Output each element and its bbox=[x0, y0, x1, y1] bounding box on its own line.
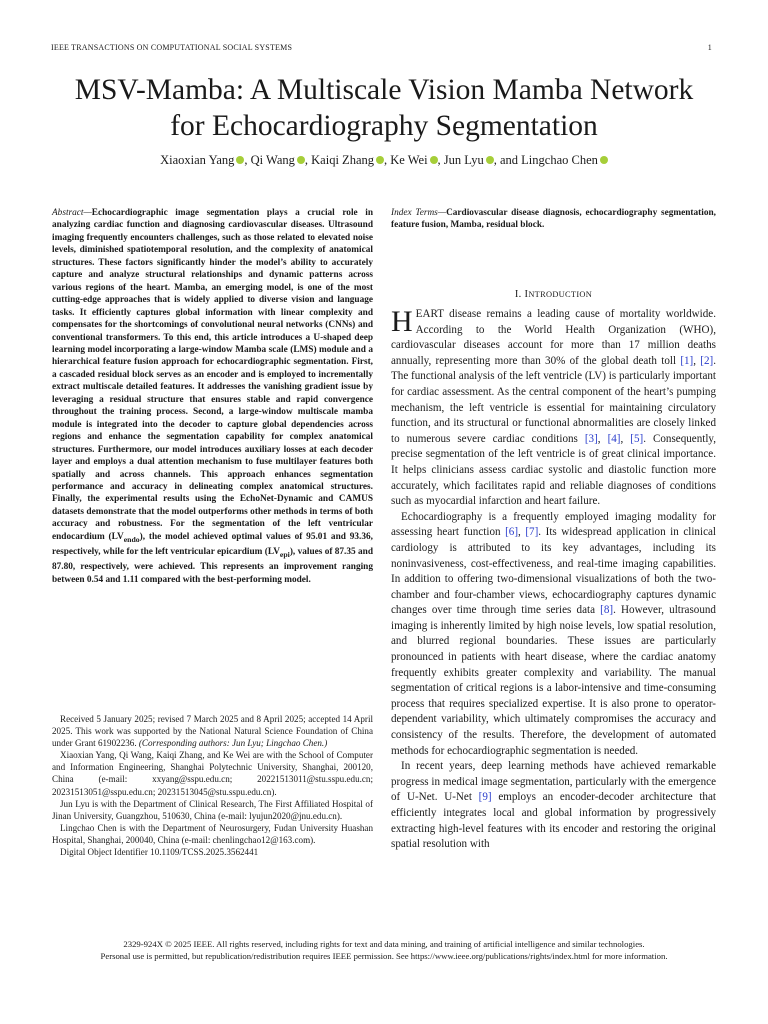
text-run: Echocardiography is a frequently employed imaging modality for assessing heart function bbox=[391, 510, 716, 539]
citation-link[interactable]: [1] bbox=[680, 354, 694, 367]
citation-link[interactable]: [5] bbox=[630, 432, 644, 445]
corresponding-authors: (Corresponding authors: Jun Lyu; Lingchao Chen.) bbox=[138, 738, 328, 749]
first-page-footnote bbox=[52, 713, 373, 858]
text-run: EART disease remains a leading cause of mortality worldwide. According to the World Health Organization (WHO), cardiovascular diseases account for more than 17 million deaths annually, representing more than 30% of the global death toll bbox=[391, 308, 716, 367]
index-terms-label: Index Terms bbox=[391, 208, 438, 218]
section-number: I. bbox=[514, 289, 525, 300]
index-terms-dash: — bbox=[437, 208, 447, 218]
footnote-doi: Digital Object Identifier 10.1109/TCSS.2025.3562441 bbox=[60, 847, 259, 858]
subscript-endo: endo bbox=[123, 534, 140, 544]
running-header bbox=[51, 43, 712, 55]
abstract-dash: — bbox=[83, 208, 92, 218]
author-name: Ke Wei bbox=[390, 153, 428, 167]
text-run: employs an encoder-decoder architecture that efficiently integrates local and global information by progressively extracting high-level features with its encoder and restoring the original spatial resolution with bbox=[391, 791, 716, 851]
orcid-icon[interactable] bbox=[600, 156, 608, 164]
author-name: Kaiqi Zhang bbox=[311, 153, 374, 167]
footnote-affiliation: Xiaoxian Yang, Qi Wang, Kaiqi Zhang, and Ke Wei are with the School of Computer and Information Engineering, Shanghai Polytechnic University, Shanghai, 200120, China (e-mail: xxyang@sspu.edu.cn; 20221513011@stu.sspu.edu.cn; 20231513051@sspu.edu.cn; 20231513045@stu.sspu.edu.cn). bbox=[52, 750, 373, 797]
author-name: Qi Wang bbox=[250, 153, 295, 167]
section-title-rest: NTRODUCTION bbox=[528, 290, 593, 299]
author-name: Xiaoxian Yang bbox=[160, 153, 235, 167]
footnote-affiliation: Lingchao Chen is with the Department of Neurosurgery, Fudan University Huashan Hospital, Shanghai, 200040, China (e-mail: chenlingchao12@163.com). bbox=[52, 822, 373, 845]
paragraph bbox=[391, 510, 716, 760]
copyright-line-2: Personal use is permitted, but republication/redistribution requires IEEE permission. See https://www.ieee.org/publications/rights/index.html for more information. bbox=[100, 951, 668, 961]
copyright-line-1: 2329-924X © 2025 IEEE. All rights reserved, including rights for text and data mining, and training of artificial intelligence and similar technologies. bbox=[123, 939, 645, 949]
index-terms-body: Cardiovascular disease diagnosis, echocardiography segmentation, feature fusion, Mamba, residual block. bbox=[391, 208, 716, 231]
text-run: . However, ultrasound imaging is inherently limited by high noise levels, low spatial resolution, and blurred regional boundaries. These issues are particularly pronounced in patients with heart disease, where the cardiac anatomy frequently exhibits greater complexity and variability. The manual segmentation of critical regions is a labor-intensive and time-consuming process that requires specialized expertise. It is also prone to operator-dependent variability, which ultimately compromises the accuracy and consistency of the results. Therefore, the development of automated methods for echocardiographic segmentation is needed. bbox=[391, 604, 716, 757]
citation-link[interactable]: [6] bbox=[505, 526, 519, 539]
title-line-1: MSV-Mamba: A Multiscale Vision Mamba Network bbox=[74, 74, 694, 106]
citation-link[interactable]: [9] bbox=[478, 791, 492, 804]
author-name: Lingchao Chen bbox=[521, 153, 598, 167]
abstract bbox=[52, 207, 373, 586]
author-separator: , bbox=[244, 153, 251, 167]
text-run: . Consequently, precise segmentation of the left ventricle is of great clinical importance. It helps clinicians assess cardiac systolic and diastolic function more accurately, which facilitates rapid and reliable diagnoses of conditions such as myocardial infarction and heart failure. bbox=[391, 432, 717, 508]
copyright-notice bbox=[30, 938, 738, 962]
section-heading-introduction bbox=[391, 289, 716, 300]
text-run: , bbox=[620, 432, 631, 445]
abstract-label: Abstract bbox=[52, 208, 84, 218]
text-run: Received 5 January 2025; revised 7 March 2025 and 8 April 2025; accepted 14 April 2025. This work was supported by the National Natural Science Foundation of China under Grant 61902236. bbox=[52, 714, 373, 749]
author-separator: , bbox=[437, 153, 444, 167]
title-line-2: for Echocardiography Segmentation bbox=[170, 110, 598, 142]
abstract-body-mid: ), the model achieved optimal values of 95.01 and 93.36, respectively, while for the left ventricular epicardium (LV bbox=[52, 531, 373, 558]
journal-name: IEEE TRANSACTIONS ON COMPUTATIONAL SOCIAL SYSTEMS bbox=[51, 43, 293, 52]
page-number: 1 bbox=[707, 43, 712, 52]
author-separator: , and bbox=[493, 153, 522, 167]
text-run: , bbox=[518, 526, 526, 539]
citation-link[interactable]: [3] bbox=[584, 432, 598, 445]
orcid-icon[interactable] bbox=[486, 156, 494, 164]
text-run: . Its widespread application in clinical cardiology is attributed to its key advantages, including its noninvasiveness, cost-effectiveness, and real-time imaging capabilities. In addition to offering two-dimensional visualizations of both the two-chamber and four-chamber views, echocardiography captures dynamic changes over time through time series data bbox=[391, 526, 716, 617]
introduction-body bbox=[391, 307, 716, 853]
text-run: , bbox=[597, 432, 608, 445]
author-list bbox=[20, 151, 748, 169]
citation-link[interactable]: [4] bbox=[607, 432, 621, 445]
abstract-body-end: ), values of 87.35 and 87.80, respectively, were achieved. This represents an improvement ranging between 0.54 and 1.11 compared with the best-performing model. bbox=[52, 547, 373, 585]
drop-cap: H bbox=[391, 305, 413, 338]
orcid-icon[interactable] bbox=[297, 156, 305, 164]
paragraph bbox=[391, 307, 716, 510]
orcid-icon[interactable] bbox=[430, 156, 438, 164]
text-run: . The functional analysis of the left ventricle (LV) is particularly important for cardiac assessment. As the central component of the heart’s pumping mechanism, the left ventricle is essential for maintaining circulatory function, and its structural or functional abnormalities are closely linked to numerous severe cardiac conditions bbox=[391, 354, 717, 445]
paper-title bbox=[20, 72, 748, 144]
abstract-body: Echocardiographic image segmentation plays a crucial role in analyzing cardiac function and diagnosing cardiovascular diseases. Ultrasound imaging frequently encounters challenges, such as those related to elevated noise levels, diminished spatiotemporal resolution, and the complexity of anatomical structures. These factors significantly hinder the model’s ability to accurately capture and analyze structural relationships and dynamic patterns across various regions of the heart. Mamba, an emerging model, is one of the most cutting-edge approaches that is widely applied to diverse vision and language tasks. It efficiently captures global information with linear complexity and compensates for the shortcomings of convolutional neural networks (CNNs) and conventional transformers. To this end, this article introduces a U-shaped deep learning model incorporating a large-window Mamba scale (LMS) module and a hierarchical feature fusion approach for echocardiographic segmentation. First, a cascaded residual block serves as an encoder and is employed to incrementally extract multiscale detailed features. It addresses the vanishing gradient issue by leveraging a residual structure that ensures stable and rapid convergence throughout the training process. Second, a large-window multiscale mamba module is integrated into the decoder to capture global dependencies across regions and enhance the segmentation capability for complex anatomical structures. Furthermore, our model introduces auxiliary losses at each decoder layer and employs a dual attention mechanism to fuse multilayer features both spatially and across channels. This approach enhances segmentation performance and accuracy in delineating complex anatomical structures. Finally, the experimental results using the EchoNet-Dynamic and CAMUS datasets demonstrate that the model outperforms other methods in terms of both accuracy and robustness. For the segmentation of the left ventricular endocardium (LV bbox=[52, 208, 373, 542]
index-terms bbox=[391, 207, 716, 232]
author-name: Jun Lyu bbox=[443, 153, 484, 167]
author-separator: , bbox=[384, 153, 391, 167]
text-run: In recent years, deep learning methods have achieved remarkable progress in medical image segmentation, particularly with the emergence of U-Net. U-Net bbox=[391, 760, 716, 804]
author-separator: , bbox=[304, 153, 312, 167]
citation-link[interactable]: [8] bbox=[600, 604, 614, 617]
section-title-initial: I bbox=[524, 289, 529, 300]
footnote-received bbox=[52, 713, 373, 749]
text-run: , bbox=[693, 354, 701, 367]
orcid-icon[interactable] bbox=[376, 156, 384, 164]
paragraph bbox=[391, 759, 716, 853]
citation-link[interactable]: [2] bbox=[700, 354, 714, 367]
citation-link[interactable]: [7] bbox=[525, 526, 539, 539]
subscript-epi: epi bbox=[279, 549, 290, 559]
footnote-affiliation: Jun Lyu is with the Department of Clinical Research, The First Affiliated Hospital of Jinan University, Guangzhou, 510630, China (e-mail: lyujun2020@jnu.edu.cn). bbox=[52, 798, 373, 821]
